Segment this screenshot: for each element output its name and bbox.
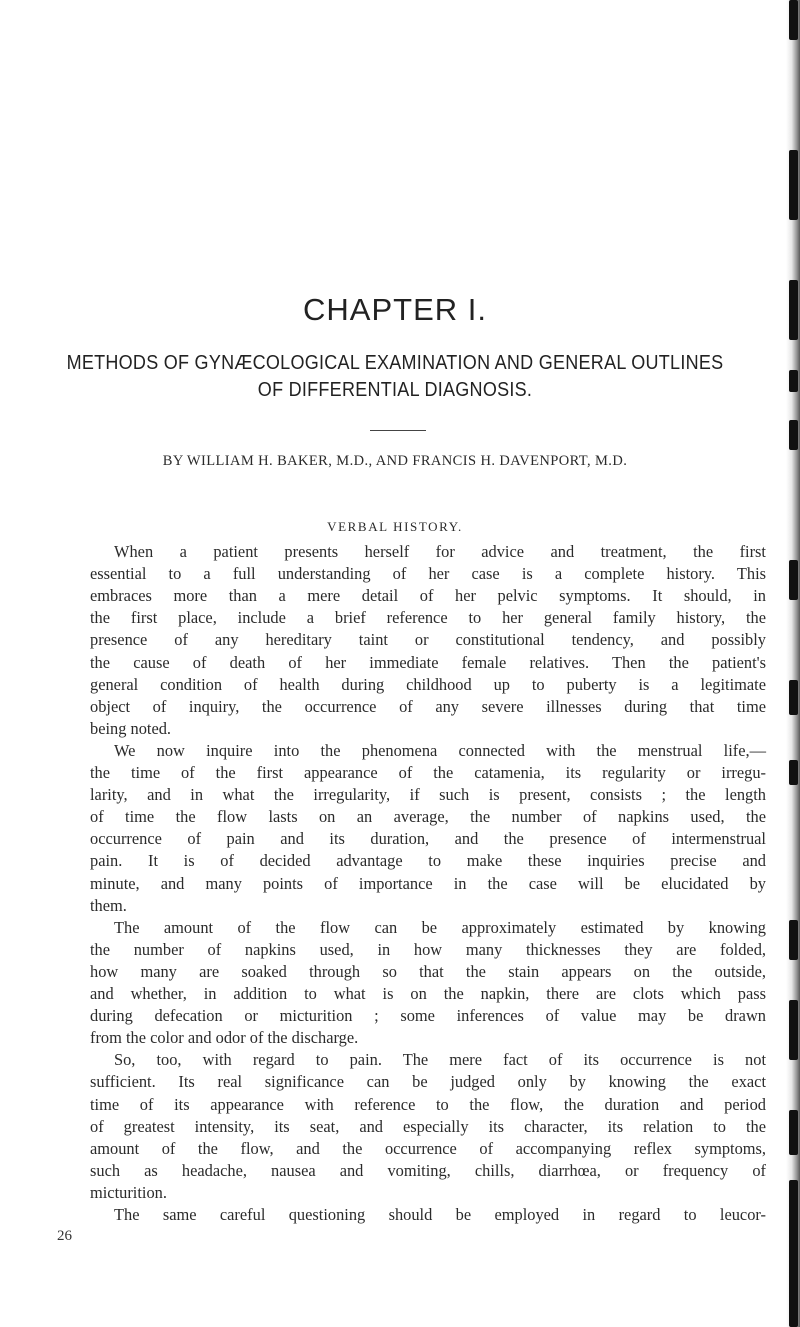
text-line: and whether, in addition to what is on the napkin, there are clots which pass <box>90 984 766 1003</box>
text-line: pain. It is of decided advantage to make these inquiries precise and <box>90 851 766 871</box>
author-byline: BY WILLIAM H. BAKER, M.D., AND FRANCIS H. DAVENPORT, M.D. <box>162 453 628 469</box>
text-line: from the color and odor of the discharge. <box>90 1028 359 1048</box>
chapter-title: CHAPTER I. <box>303 292 487 327</box>
text-line: minute, and many points of importance in the case will be elucidated by <box>90 873 766 893</box>
title-divider <box>370 430 426 431</box>
text-line: micturition. <box>90 1182 167 1202</box>
text-line: The amount of the flow can be approximately estimated by knowing <box>114 917 766 937</box>
text-line: of time the flow lasts on an average, the number of napkins used, the <box>90 807 766 827</box>
text-line: sufficient. Its real significance can be judged only by knowing the exact <box>90 1072 766 1092</box>
text-line: how many are soaked through so that the stain appears on the outside, <box>90 961 766 981</box>
edge-spot <box>789 150 798 220</box>
main-title-line-2: OF DIFFERENTIAL DIAGNOSIS. <box>257 379 533 401</box>
edge-spot <box>789 0 798 40</box>
text-line: occurrence of pain and its duration, and the presence of intermenstrual <box>90 829 766 849</box>
edge-spot <box>789 420 798 450</box>
edge-spot <box>789 370 798 392</box>
text-line: amount of the flow, and the occurrence of accompanying reflex symptoms, <box>90 1138 766 1158</box>
text-line: So, too, with regard to pain. The mere fact of its occurrence is not <box>114 1050 766 1070</box>
text-line: The same careful questioning should be employed in regard to leucor- <box>114 1205 766 1224</box>
text-line: embraces more than a mere detail of her pelvic symptoms. It should, in <box>90 586 766 606</box>
text-line: being noted. <box>90 718 172 738</box>
text-line: during defecation or micturition ; some inferences of value may be drawn <box>90 1006 766 1026</box>
text-line: the cause of death of her immediate female relatives. Then the patient's <box>90 652 766 672</box>
text-line: object of inquiry, the occurrence of any severe illnesses during that time <box>90 696 766 716</box>
edge-spot <box>789 280 798 340</box>
main-title-line-1: METHODS OF GYNÆCOLOGICAL EXAMINATION AND GENERAL OUTLINES <box>66 352 724 374</box>
text-line: the first place, include a brief reference to her general family history, the <box>90 608 766 628</box>
text-line: general condition of health during childhood up to puberty is a legitimate <box>90 674 766 694</box>
text-line: the number of napkins used, in how many thicknesses they are folded, <box>90 939 766 959</box>
text-line: We now inquire into the phenomena connected with the menstrual life,— <box>114 740 766 760</box>
text-line: of greatest intensity, its seat, and especially its character, its relation to the <box>90 1116 766 1136</box>
text-line: larity, and in what the irregularity, if such is present, consists ; the length <box>90 785 766 805</box>
text-line: When a patient presents herself for advice and treatment, the first <box>114 542 766 561</box>
text-line: essential to a full understanding of her case is a complete history. This <box>90 564 766 584</box>
page-number: 26 <box>57 1228 72 1245</box>
text-line: such as headache, nausea and vomiting, chills, diarrhœa, or frequency of <box>90 1160 766 1180</box>
text-line: time of its appearance with reference to the flow, the duration and period <box>90 1094 766 1114</box>
section-heading: VERBAL HISTORY. <box>327 519 463 534</box>
text-line: them. <box>90 895 127 915</box>
text-line: the time of the first appearance of the catamenia, its regularity or irregu- <box>90 763 766 782</box>
main-title <box>40 350 751 404</box>
text-line: presence of any hereditary taint or constitutional tendency, and possibly <box>90 630 766 650</box>
